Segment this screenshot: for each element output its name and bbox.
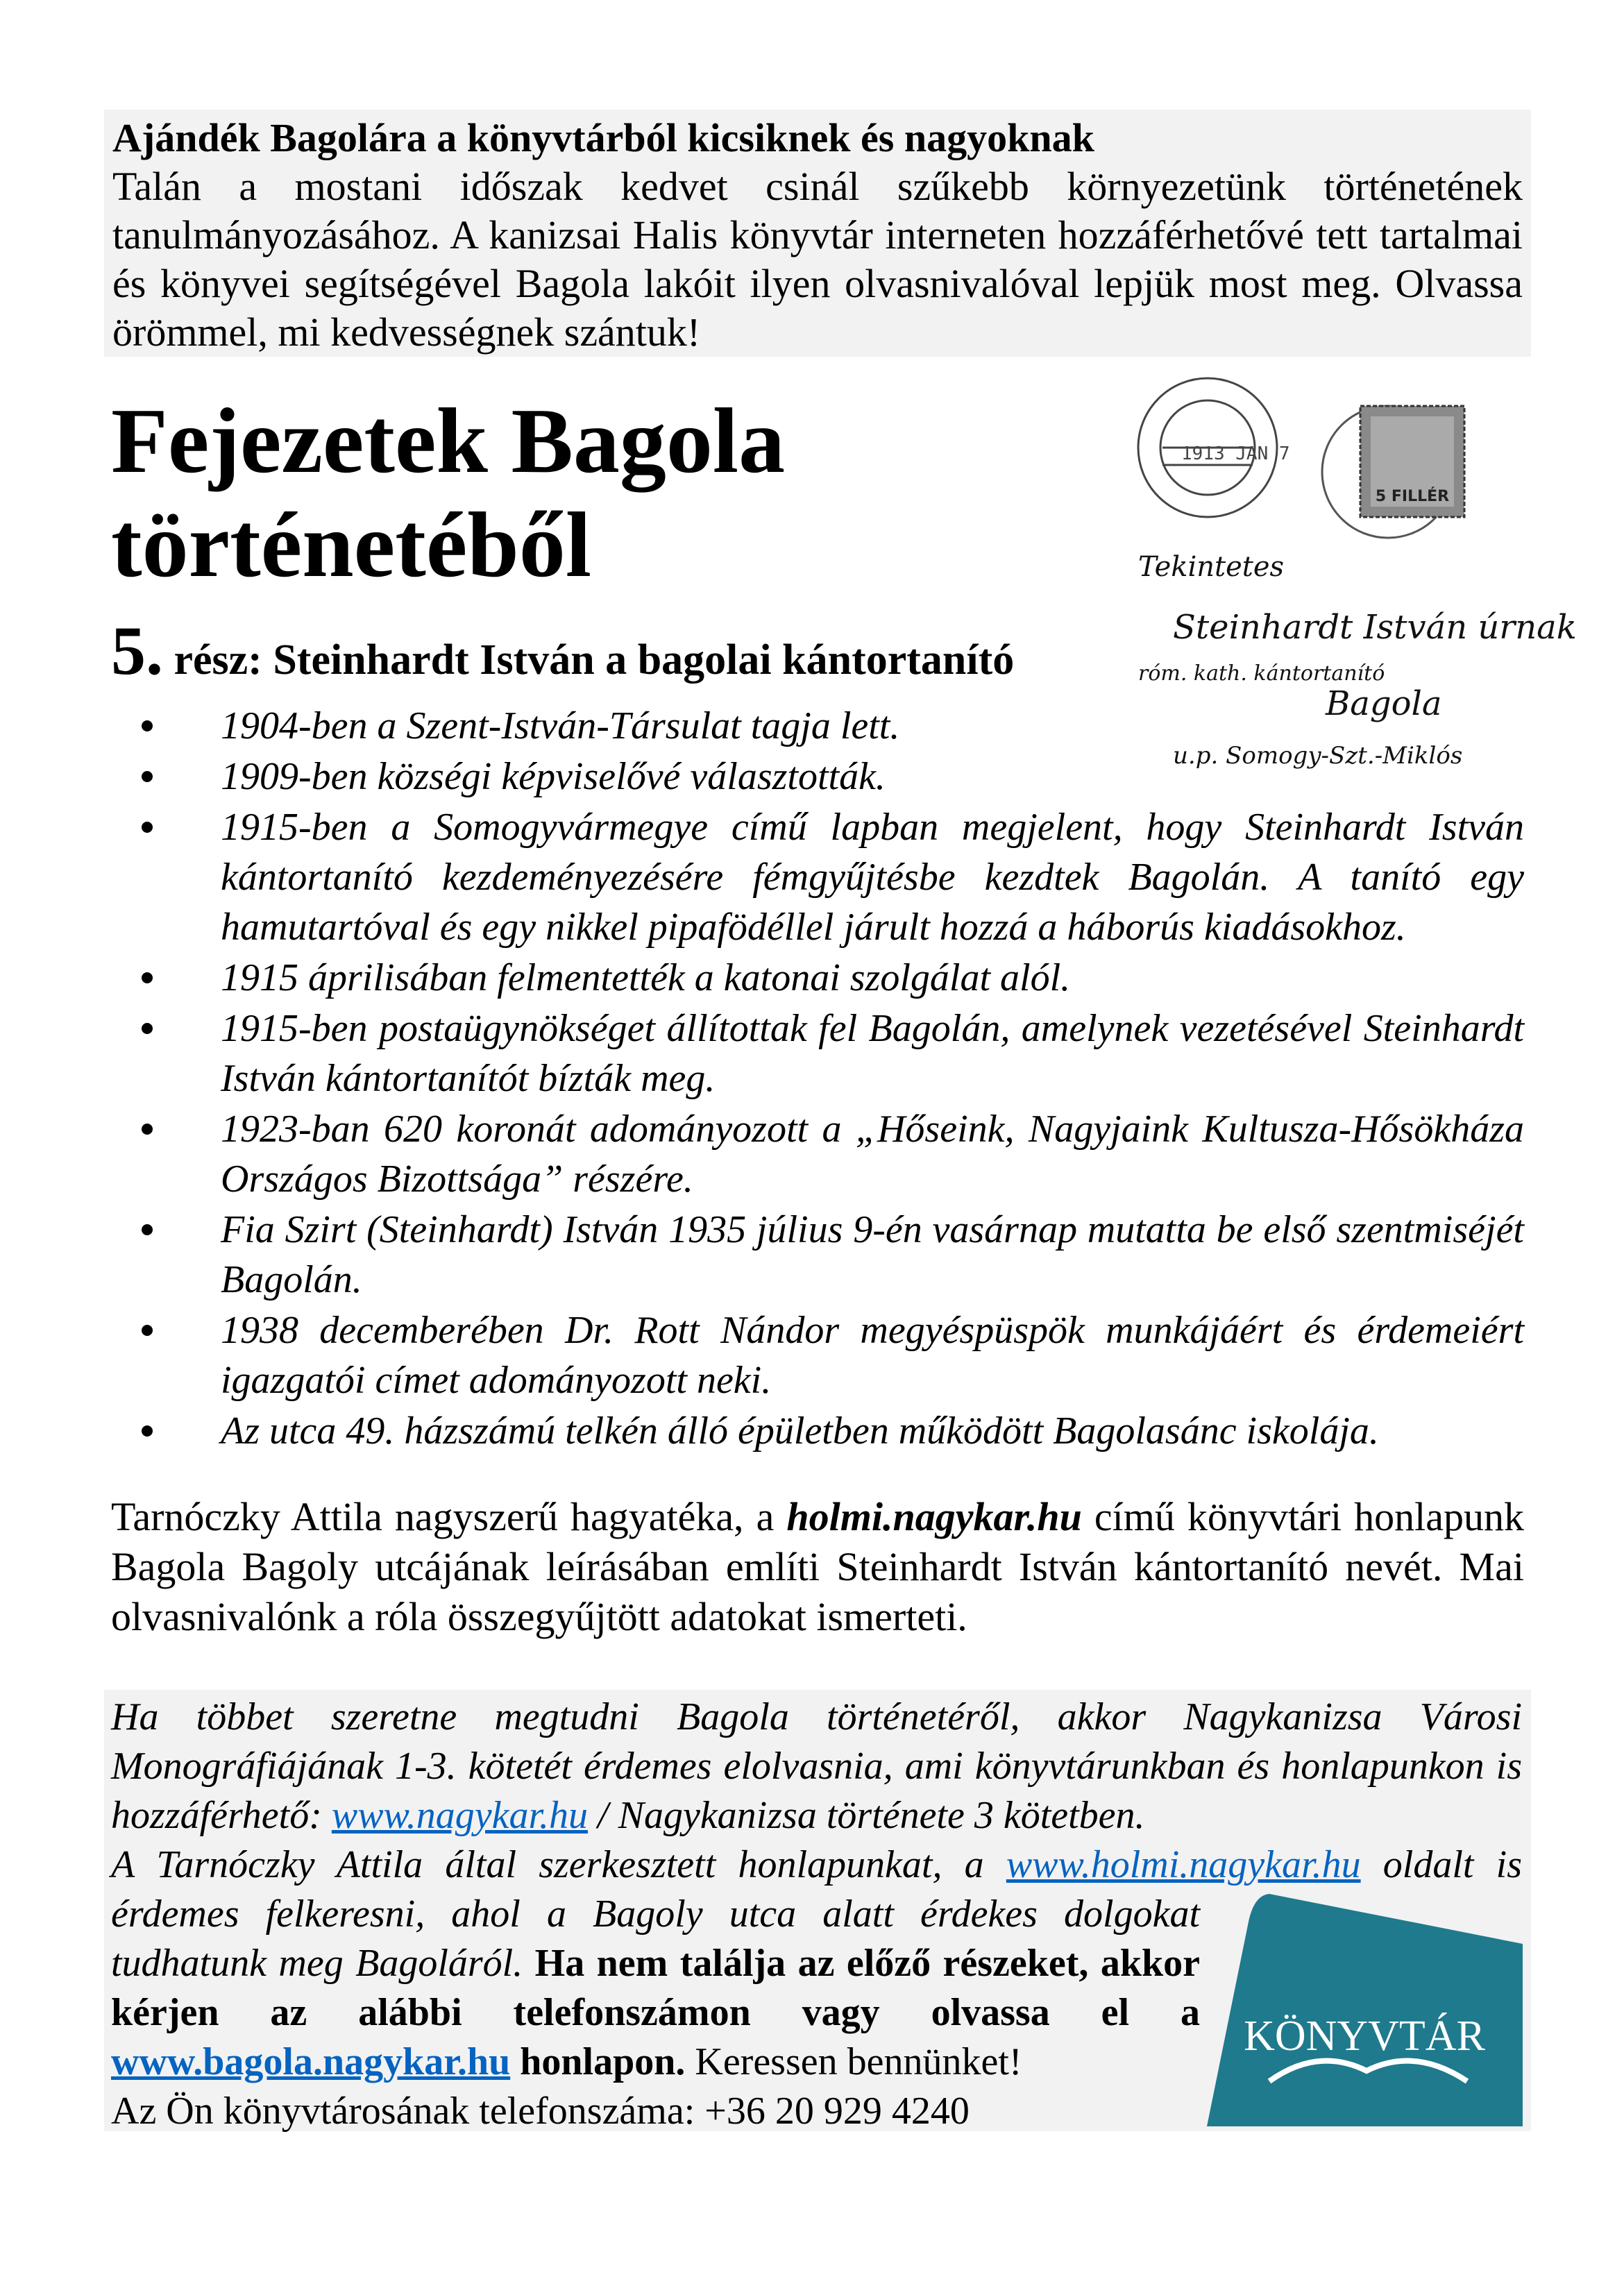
bullet-icon [142, 1425, 153, 1437]
para-text: Tarnóczky Attila nagyszerű hagyatéka, a [111, 1494, 787, 1539]
postage-stamp [1322, 406, 1464, 538]
postmark-stamp [1138, 378, 1290, 517]
bullet-icon [142, 972, 153, 983]
bullet-icon [142, 1124, 153, 1135]
para-text: című könyvtári honlapunk Bagola Bagoly utcájának leírásában említi Steinhardt István kántortanító nevét. Mai olvasnivalónk a róla összegyűjtött adatokat ismerteti. [111, 1494, 1524, 1639]
site-name: holmi.nagykar.hu [786, 1494, 1082, 1539]
fact-text: Fia Szirt (Steinhardt) István 1935 július 9-én vasárnap mutatta be első szentmiséjét Bagolán. [221, 1208, 1524, 1301]
title-line-2: történetéből [111, 493, 592, 596]
subtitle [111, 611, 1014, 691]
title-line-1: Fejezetek Bagola [111, 389, 786, 492]
list-item [111, 1205, 1524, 1305]
more-text: Keressen bennünket! [685, 2040, 1022, 2083]
more-bold-text: honlapon. [510, 2040, 686, 2083]
part-number: 5. [111, 612, 163, 689]
library-logo [1207, 1894, 1523, 2126]
handwriting-line: u.p. Somogy-Szt.-Miklós [1173, 742, 1463, 770]
handwriting-line: Tekintetes [1138, 551, 1285, 583]
list-item [111, 752, 1524, 802]
holmi-link[interactable]: www.holmi.nagykar.hu [1006, 1843, 1361, 1886]
fact-text: 1915 áprilisában felmentették a katonai szolgálat alól. [221, 956, 1071, 999]
bullet-icon [142, 1023, 153, 1034]
fact-text: 1904-ben a Szent-István-Társulat tagja lett. [221, 704, 900, 747]
intro-box [104, 110, 1531, 357]
handwriting-line: Steinhardt István úrnak [1173, 608, 1577, 647]
list-item [111, 802, 1524, 952]
bullet-icon [142, 771, 153, 782]
fact-text: 1915-ben postaügynökséget állítottak fel Bagolán, amelynek vezetésével Steinhardt István kántortanítót bízták meg. [221, 1007, 1524, 1100]
list-item [111, 1104, 1524, 1204]
more-text: Ha többet szeretne megtudni Bagola történetéről, akkor Nagykanizsa Városi Monográfiájának 1-3. kötetét érdemes elolvasnia, ami könyvtárunkban és honlapunkon is hozzáférhető: [111, 1695, 1522, 1837]
phone-line: Az Ön könyvtárosának telefonszáma: +36 20 929 4240 [111, 2090, 970, 2133]
list-item [111, 1406, 1524, 1456]
more-text: A Tarnóczky Attila által szerkesztett honlapunkat, a [111, 1843, 1006, 1886]
bullet-icon [142, 1325, 153, 1336]
more-info-box [104, 1690, 1531, 2131]
intro-text: Talán a mostani időszak kedvet csinál szűkebb környezetünk történetének tanulmányozásához. A kanizsai Halis könyvtár interneten hozzáférhetővé tett tartalmai és könyvei segítségével Bagola lakóit ilyen olvasnivalóval lepjük most meg. Olvassa örömmel, mi kedvességnek szántuk! [112, 164, 1523, 355]
bagola-link[interactable]: www.bagola.nagykar.hu [111, 2040, 511, 2083]
nagykar-link[interactable]: www.nagykar.hu [331, 1794, 589, 1837]
postmark-date: 1913 JAN 7 [1181, 443, 1290, 464]
fact-text: 1923-ban 620 koronát adományozott a „Hőseink, Nagyjaink Kultusza-Hősökháza Országos Bizottsága” részére. [221, 1108, 1524, 1201]
bullet-icon [142, 1224, 153, 1235]
more-bold-text: Ha nem találja az előző részeket, akkor kérjen az alábbi telefonszámon vagy olvassa el a [111, 1942, 1200, 2034]
postage-value: 5 FILLÉR [1375, 488, 1450, 505]
list-item [111, 1003, 1524, 1103]
more-text: oldalt is érdemes felkeresni, ahol a Bagoly utca alatt érdekes dolgokat tudhatunk meg Bagoláról. [111, 1843, 1522, 1985]
fact-text: 1915-ben a Somogyvármegye című lapban megjelent, hogy Steinhardt István kántortanító kezdeményezésére fémgyűjtésbe kezdtek Bagolán. A tanító egy hamutartóval és egy nikkel pipafödéllel járult hozzá a háborús kiadásokhoz. [221, 806, 1524, 949]
subtitle-text: rész: Steinhardt István a bagolai kántortanító [163, 636, 1015, 684]
facts-list [111, 701, 1524, 1457]
closing-paragraph [111, 1492, 1524, 1642]
list-item [111, 1305, 1524, 1405]
fact-text: 1909-ben községi képviselővé választották. [221, 755, 886, 798]
list-item [111, 701, 1524, 751]
bullet-icon [142, 822, 153, 833]
list-item [111, 953, 1524, 1003]
handwriting-line: róm. kath. kántortanító [1138, 661, 1385, 686]
intro-heading: Ajándék Bagolára a könyvtárból kicsiknek és nagyoknak [112, 115, 1094, 160]
logo-text: KÖNYVTÁR [1244, 2013, 1485, 2060]
page-title [111, 389, 785, 597]
fact-text: 1938 decemberében Dr. Rott Nándor megyéspüspök munkájáért és érdemeiért igazgatói címet adományozott neki. [221, 1309, 1524, 1402]
more-text: / Nagykanizsa története 3 kötetben. [588, 1794, 1145, 1837]
handwriting-line: Bagola [1326, 684, 1442, 723]
bullet-icon [142, 720, 153, 731]
fact-text: Az utca 49. házszámú telkén álló épületben működött Bagolasánc iskolája. [221, 1409, 1379, 1453]
